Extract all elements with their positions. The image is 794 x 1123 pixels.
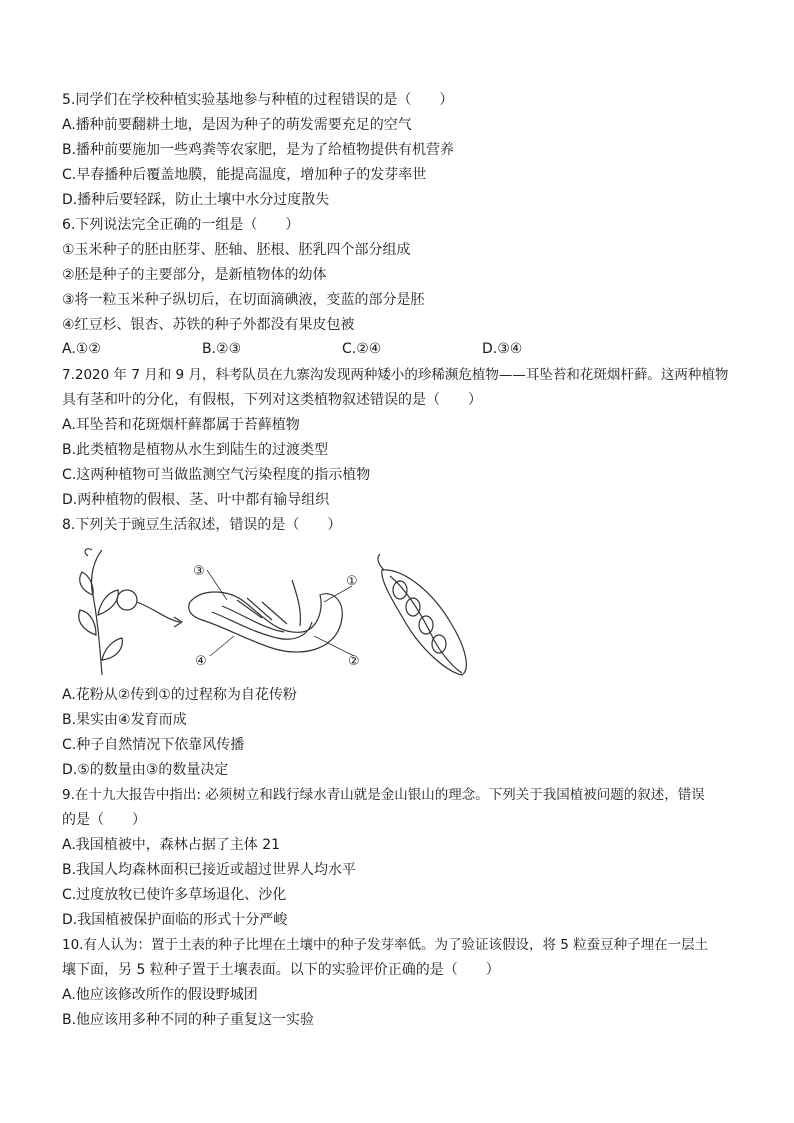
- q9-option-a: A.我国植被中，森林占据了主体 21: [62, 837, 281, 853]
- q7-option-d: D.两种植物的假根、茎、叶中都有输导组织: [62, 492, 330, 508]
- q10-option-b: B.他应该用多种不同的种子重复这一实验: [62, 1012, 315, 1028]
- q10-stem-line2: 壤下面，另 5 粒种子置于土壤表面。以下的实验评价正确的是（ ）: [62, 962, 500, 978]
- q5-option-d: D.播种后要轻踩，防止土壤中水分过度散失: [62, 192, 330, 208]
- q9-stem-line1: 9.在十九大报告中指出: 必须树立和践行绿水青山就是金山银山的理念。下列关于我国植被问题的叙述，错误: [62, 787, 705, 803]
- q5-option-c: C.早春播种后覆盖地膜，能提高温度，增加种子的发芽率世: [62, 167, 427, 183]
- pea-pod-sketch: [378, 554, 466, 675]
- q6-statement-2: ②胚是种子的主要部分，是新植物体的幼体: [62, 267, 327, 283]
- figure-label-1: ①: [346, 574, 358, 589]
- figure-label-2: ②: [348, 654, 360, 669]
- q7-option-c: C.这两种植物可当做监测空气污染程度的指示植物: [62, 467, 371, 483]
- q7-option-b: B.此类植物是植物从水生到陆生的过渡类型: [62, 442, 329, 458]
- q8-stem: 8.下列关于豌豆生活叙述，错误的是（ ）: [62, 517, 342, 533]
- q9-option-c: C.过度放牧已使许多草场退化、沙化: [62, 887, 287, 903]
- q6-statement-4: ④红豆杉、银杏、苏铁的种子外都没有果皮包被: [62, 317, 355, 333]
- q10-option-a: A.他应该修改所作的假设野城团: [62, 987, 258, 1003]
- q7-stem-line1: 7.2020 年 7 月和 9 月，科考队员在九寨沟发现两种矮小的珍稀濒危植物——耳坠苔和花斑烟杆藓。这两种植物: [62, 367, 729, 383]
- q5-option-a: A.播种前要翻耕土地，是因为种子的萌发需要充足的空气: [62, 117, 412, 133]
- q6-option-d: D.③④: [482, 341, 523, 357]
- pea-flower-diagram: [62, 540, 482, 680]
- q7-stem-line2: 具有茎和叶的分化，有假根，下列对这类植物叙述错误的是（ ）: [62, 392, 482, 408]
- q6-option-b: B.②③: [202, 341, 242, 357]
- q6-statement-3: ③将一粒玉米种子纵切后，在切面滴碘液，变蓝的部分是胚: [62, 292, 425, 308]
- q8-option-a: A.花粉从②传到①的过程称为自花传粉: [62, 687, 297, 703]
- q9-option-b: B.我国人均森林面积已接近或超过世界人均水平: [62, 862, 357, 878]
- q5-option-b: B.播种前要施加一些鸡粪等农家肥，是为了给植物提供有机营养: [62, 142, 455, 158]
- pea-plant-sketch: [79, 549, 137, 675]
- figure-label-4: ④: [195, 654, 207, 669]
- q6-stem: 6.下列说法完全正确的一组是（ ）: [62, 217, 300, 233]
- q10-stem-line1: 10.有人认为：置于土表的种子比埋在土壤中的种子发芽率低。为了验证该假设，将 5 粒蚕豆种子埋在一层土: [62, 937, 709, 953]
- q8-option-c: C.种子自然情况下依靠风传播: [62, 737, 245, 753]
- q9-stem-line2: 的是（ ）: [62, 812, 146, 828]
- q6-statement-1: ①玉米种子的胚由胚芽、胚轴、胚根、胚乳四个部分组成: [62, 242, 411, 258]
- flower-section-sketch: [189, 580, 342, 652]
- q8-option-d: D.⑤的数量由③的数量决定: [62, 762, 229, 778]
- q6-option-a: A.①②: [62, 341, 101, 357]
- q6-option-c: C.②④: [342, 341, 382, 357]
- q6-options-row: [62, 341, 622, 359]
- figure-label-3: ③: [193, 564, 205, 579]
- q8-option-b: B.果实由④发育而成: [62, 712, 187, 728]
- arrow-icon: [137, 602, 182, 627]
- q7-option-a: A.耳坠苔和花斑烟杆藓都属于苔藓植物: [62, 417, 300, 433]
- q9-option-d: D.我国植被保护面临的形式十分严峻: [62, 912, 288, 928]
- q5-stem: 5.同学们在学校种植实验基地参与种植的过程错误的是（ ）: [62, 92, 454, 108]
